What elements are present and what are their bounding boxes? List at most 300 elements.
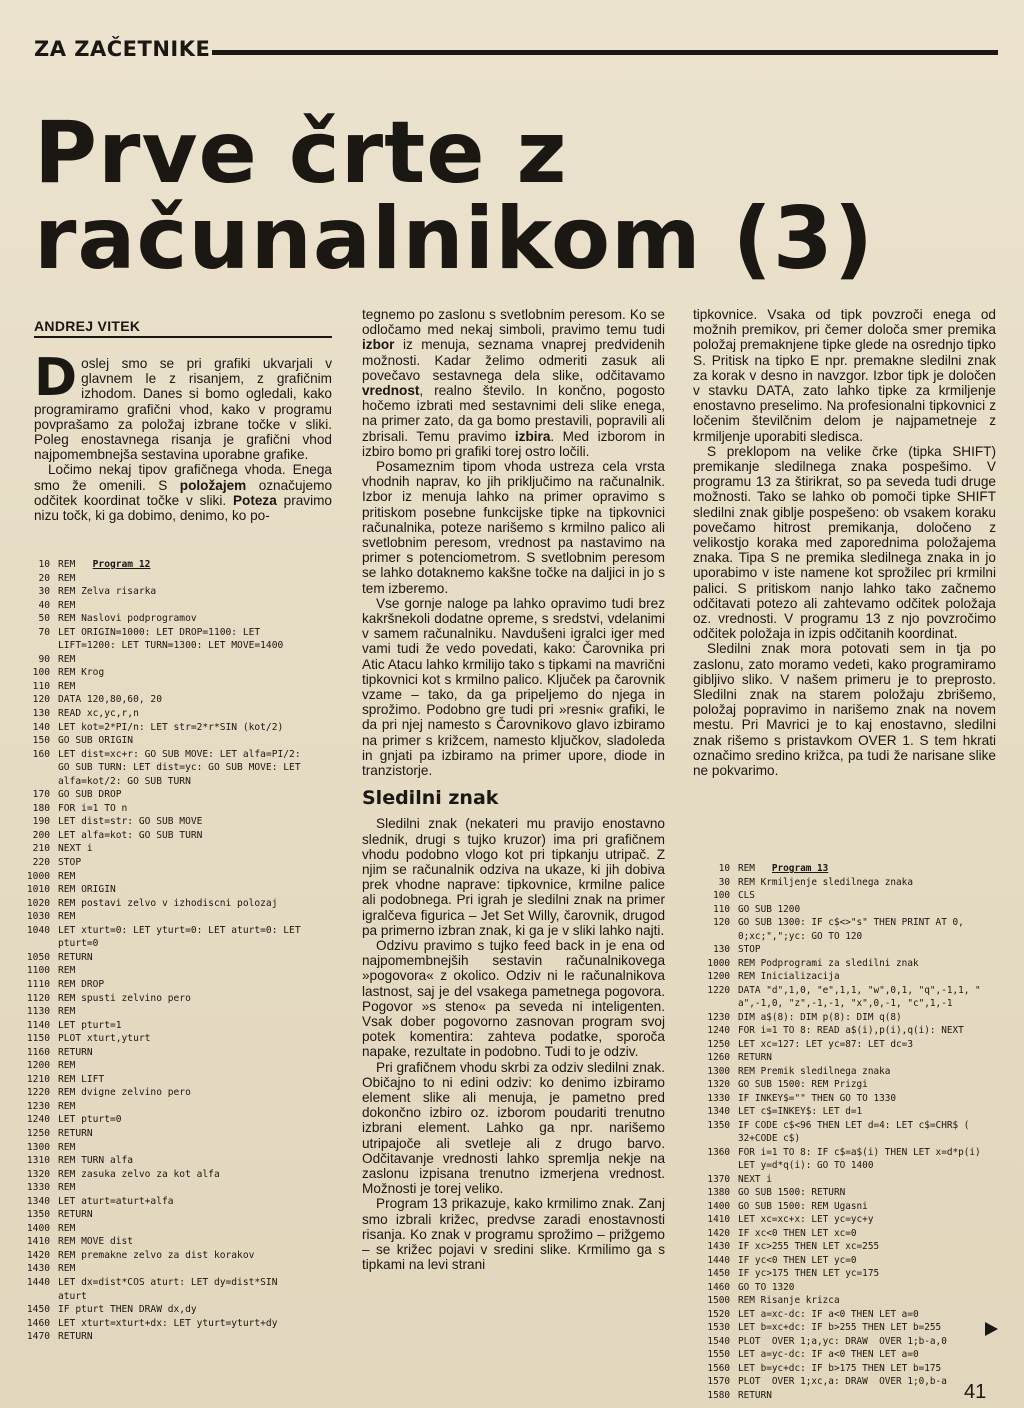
code-line <box>8 666 301 680</box>
line-number: 1150 <box>26 1033 50 1045</box>
code-text: PLOT xturt,yturt <box>58 1033 151 1045</box>
code-line <box>8 1168 301 1182</box>
code-line <box>8 1019 301 1033</box>
line-number: 1110 <box>26 978 50 990</box>
code-text: NEXT i <box>58 843 93 855</box>
program-label: Program 12 <box>92 559 151 570</box>
code-text: STOP <box>58 857 82 869</box>
code-text: RETURN <box>738 1052 772 1063</box>
paragraph: Vse gornje naloge pa lahko opravimo tudi brez kakršnekoli dodatne opreme, s sredstvi, vdelanimi v samem računalniku. Navdušeni igralci iger med vami tudi že vedo povedati, kako: Čarovnika pri Atic Atacu lahko krmilijo tako s tipkami na mavrični tipkovnici kot s krmilno palico. Ključek pa čarovnik vzame – tako, da ga pripeljemo do njega in sprožimo. Podobno gre tudi pri »resni« grafiki, le da pri njej namesto s Čarovnikovo glavo izbiramo na primer s križcem, namesto ključkov, sladoleda in gnjati pa izbiramo na primer upore, diode in tranzistorje. <box>362 595 665 779</box>
paragraph-text: tegnemo po zaslonu s svetlobnim peresom. Ko se odločamo med nekaj simboli, pravimo temu tudi <box>362 307 665 338</box>
paragraph <box>362 307 665 459</box>
code-text: REM <box>58 680 76 692</box>
code-line <box>8 1059 301 1073</box>
code-line <box>686 1389 981 1403</box>
code-line <box>686 1308 981 1322</box>
code-text: LET dx=dist*COS aturt: LET dy=dist*SIN <box>58 1276 278 1288</box>
code-line <box>8 734 301 748</box>
code-text: REM LIFT <box>58 1073 105 1085</box>
code-text: LET dist=xc+r: GO SUB MOVE: LET alfa=PI/2: <box>58 748 301 760</box>
code-text: REM <box>58 1141 76 1153</box>
line-number: 100 <box>713 890 730 901</box>
code-text: PLOT OVER 1;a,yc: DRAW OVER 1;b-a,0 <box>738 1335 947 1347</box>
code-line <box>686 1119 981 1133</box>
code-text: GO SUB 1500: REM Prizgi <box>738 1079 868 1090</box>
code-text: REM TURN alfa <box>58 1155 134 1167</box>
line-number: 1470 <box>26 1331 50 1343</box>
drop-cap: D <box>34 348 78 408</box>
code-text: LET alfa=kot: GO SUB TURN <box>58 829 203 841</box>
line-number: 1430 <box>26 1263 50 1275</box>
code-text: LIFT=1200: LET TURN=1300: LET MOVE=1400 <box>58 640 284 652</box>
line-number: 1420 <box>26 1249 50 1261</box>
code-text: LET a=yc-dc: IF a<0 THEN LET a=0 <box>738 1349 919 1360</box>
paragraph-text: . Med izborom in izbiro bomo pri grafiki torej ostro ločili. <box>362 428 665 459</box>
line-number: 1410 <box>707 1214 730 1225</box>
code-text: REM premakne zelvo za dist korakov <box>58 1249 255 1261</box>
paragraph-text: iz menuja, seznama vnaprej predvidenih možnosti. Kadar želimo odmeriti zasuk ali povečavo sestavnega dela slike, odčitavamo <box>362 337 665 383</box>
code-line <box>8 1195 301 1209</box>
code-text: READ xc,yc,r,n <box>58 708 139 720</box>
line-number: 50 <box>38 613 50 625</box>
code-text: LET xc=xc+x: LET yc=yc+y <box>738 1214 874 1225</box>
code-line <box>8 775 301 789</box>
code-line <box>686 1294 981 1308</box>
line-number: 1210 <box>26 1073 50 1085</box>
code-text: REM Krog <box>58 667 105 679</box>
term-bold: izbor <box>362 337 395 353</box>
code-line <box>686 984 981 998</box>
code-line <box>686 903 981 917</box>
code-text: REM <box>738 863 772 874</box>
line-number: 1200 <box>26 1060 50 1072</box>
code-line <box>686 943 981 957</box>
code-text: RETURN <box>738 1389 772 1401</box>
line-number: 1200 <box>707 971 730 982</box>
author-name: ANDREJ VITEK <box>34 318 141 334</box>
code-line <box>686 1159 981 1173</box>
code-line <box>8 653 301 667</box>
article-title <box>34 103 934 289</box>
code-text: REM Zelva risarka <box>58 586 157 598</box>
code-line <box>686 1281 981 1295</box>
line-number: 1440 <box>707 1254 730 1266</box>
code-text: REM <box>58 870 76 882</box>
line-number: 1230 <box>707 1011 730 1023</box>
line-number: 1220 <box>26 1087 50 1099</box>
line-number: 200 <box>32 829 50 841</box>
code-line <box>8 639 301 653</box>
code-line <box>686 1375 981 1389</box>
code-text: REM Podprogrami za sledilni znak <box>738 957 919 969</box>
code-line <box>686 862 981 876</box>
line-number: 1500 <box>707 1295 730 1306</box>
line-number: 1400 <box>26 1222 50 1234</box>
line-number: 1220 <box>707 984 730 996</box>
line-number: 1450 <box>26 1304 50 1316</box>
code-line <box>8 1303 301 1317</box>
code-text: DATA 120,80,60, 20 <box>58 694 162 706</box>
title-line-2: računalnikom (3) <box>34 189 875 289</box>
code-text: REM Premik sledilnega znaka <box>738 1065 891 1077</box>
code-line <box>8 721 301 735</box>
code-text: REM postavi zelvo v izhodiscni polozaj <box>58 897 278 909</box>
term-bold: položajem <box>179 477 247 493</box>
paragraph: Sledilni znak mora potovati sem in tja po zaslonu, zato moramo vedeti, kako programiramo gibljivo sliko. V našem primeru je to preprosto. Sledilni znak na starem položaju zbrišemo, položaj popravimo in narišemo znak na novem mestu. Pri Mavrici je to kaj enostavno, sledilni znak rišemo s pristavkom OVER 1. S tem hkrati označimo sredino križca, pa tudi že narisane slike ne pokvarimo. <box>693 641 996 779</box>
code-line <box>8 897 301 911</box>
code-line <box>686 970 981 984</box>
paragraph: Program 13 prikazuje, kako krmilimo znak. Zanj smo izbrali križec, predvse zaradi enostavnosti risanja. Ko znak v programu sprožimo – prižgemo – se križec pojavi v sredini slike. Krmilimo ga s tipkami na levi strani <box>362 1196 665 1273</box>
code-line <box>8 842 301 856</box>
code-line <box>8 612 301 626</box>
code-text: IF CODE c$<96 THEN LET d=4: LET c$=CHR$ ( <box>738 1119 970 1131</box>
code-text: FOR i=1 TO n <box>58 802 128 814</box>
line-number: 1400 <box>707 1200 730 1212</box>
line-number: 1040 <box>26 924 50 936</box>
code-line <box>686 1362 981 1376</box>
code-line <box>686 876 981 890</box>
code-text: LET dist=str: GO SUB MOVE <box>58 816 203 828</box>
line-number: 1240 <box>707 1025 730 1036</box>
code-line <box>8 707 301 721</box>
line-number: 100 <box>32 667 50 679</box>
line-number: 30 <box>718 876 730 888</box>
line-number: 1410 <box>26 1236 50 1248</box>
line-number: 1460 <box>707 1281 730 1293</box>
code-text: REM Risanje krizca <box>738 1295 840 1306</box>
code-line <box>8 1249 301 1263</box>
code-text: REM DROP <box>58 978 105 990</box>
paragraph <box>34 462 332 523</box>
line-number: 1560 <box>707 1362 730 1374</box>
code-text: LET pturt=0 <box>58 1114 122 1126</box>
code-line <box>686 1227 981 1241</box>
line-number: 110 <box>32 680 50 692</box>
line-number: 1540 <box>707 1335 730 1347</box>
code-text: DATA "d",1,0, "e",1,1, "w",0,1, "q",-1,1, " <box>738 984 981 996</box>
code-text: LET pturt=1 <box>58 1019 122 1031</box>
line-number: 1310 <box>26 1155 50 1167</box>
code-line <box>8 1330 301 1344</box>
line-number: 1240 <box>26 1114 50 1126</box>
line-number: 1020 <box>26 897 50 909</box>
title-line-1: Prve črte z <box>34 103 568 203</box>
program-label: Program 13 <box>771 863 829 874</box>
paragraph-text: oslej smo se pri grafiki ukvarjali v glavnem le z risanjem, z grafičnim izhodom. Danes si bomo ogledali, kako programiramo grafični vhod, kako v programu povprašamo za položaj izbrane točke v sliki. Poleg enostavnega risanja je grafični vhod najpomembnejša sestavina uporabne grafike. <box>34 356 332 463</box>
line-number: 130 <box>32 708 50 720</box>
code-text: LET b=yc+dc: IF b>175 THEN LET b=175 <box>738 1362 942 1374</box>
paragraph <box>34 348 332 463</box>
code-text: IF yc<0 THEN LET yc=0 <box>738 1254 857 1266</box>
code-line <box>8 1100 301 1114</box>
code-text: REM Krmiljenje sledilnega znaka <box>738 876 913 888</box>
line-number: 20 <box>38 572 50 584</box>
line-number: 1320 <box>707 1079 730 1090</box>
code-line <box>8 1262 301 1276</box>
code-text: STOP <box>738 944 761 955</box>
code-text: pturt=0 <box>58 938 99 950</box>
code-text: REM Naslovi podprogramov <box>58 613 197 625</box>
code-line <box>8 761 301 775</box>
line-number: 1350 <box>26 1209 50 1221</box>
code-line <box>8 1290 301 1304</box>
line-number: 130 <box>713 944 730 955</box>
code-text: aturt <box>58 1290 87 1302</box>
line-number: 1330 <box>707 1092 730 1104</box>
code-text: IF yc>175 THEN LET yc=175 <box>738 1268 880 1279</box>
line-number: 10 <box>38 559 50 570</box>
line-number: 1380 <box>707 1187 730 1198</box>
code-line <box>686 997 981 1011</box>
code-line <box>8 788 301 802</box>
code-line <box>686 957 981 971</box>
code-line <box>8 964 301 978</box>
continue-arrow-icon <box>985 1322 998 1336</box>
line-number: 150 <box>32 735 50 747</box>
line-number: 180 <box>32 802 50 814</box>
line-number: 120 <box>32 694 50 706</box>
paragraph-text: pravimo nizu točk, ki ga dobimo, denimo, ko po- <box>34 492 332 524</box>
code-line <box>8 1154 301 1168</box>
code-text: REM MOVE dist <box>58 1236 134 1248</box>
code-line <box>8 1073 301 1087</box>
paragraph: Pri grafičnem vhodu skrbi za odziv sledilni znak. Običajno to ni edini odziv: ko denimo izbiramo element slike ali menuja, je pametno pred dokončno izbiro oz. izborom poudariti trenutno izbrani element. Lahko ga npr. narišemo utripajoče ali svetleje ali z drugo barvo. Odčitavanje vrednosti lahko spremlja nekje na zaslonu izpisana trenutno izmerjena vrednost. Možnosti je torej veliko. <box>362 1059 665 1197</box>
code-line <box>8 1317 301 1331</box>
code-text: IF xc<0 THEN LET xc=0 <box>738 1227 857 1239</box>
program-13-listing <box>686 862 981 1402</box>
code-text: REM zasuka zelvo za kot alfa <box>58 1168 220 1180</box>
code-line <box>8 1235 301 1249</box>
line-number: 1260 <box>707 1052 730 1063</box>
code-line <box>8 1222 301 1236</box>
code-text: REM <box>58 1100 76 1112</box>
line-number: 160 <box>32 748 50 760</box>
term-bold: vrednost <box>362 383 420 399</box>
code-text: REM <box>58 1182 76 1194</box>
code-text: LET xc=127: LET yc=87: LET dc=3 <box>738 1038 913 1050</box>
code-text: FOR i=1 TO 8: IF c$=a$(i) THEN LET x=d*p(i) <box>738 1146 981 1158</box>
code-line <box>686 930 981 944</box>
code-text: GO SUB 1500: RETURN <box>738 1187 846 1198</box>
code-text: REM <box>58 653 76 665</box>
code-text: IF xc>255 THEN LET xc=255 <box>738 1241 880 1252</box>
line-number: 1330 <box>26 1182 50 1194</box>
paragraph-text: označujemo odčitek koordinat točke v sliki. <box>34 477 333 508</box>
code-line <box>8 1181 301 1195</box>
paragraph: Sledilni znak (nekateri mu pravijo enostavno slednik, drugi s tujko kruzor) ima pri grafičnem vhodu podobno vlogo kot pri tipkanju utripač. Z njim se računalnik odziva na ukaze, ki jih dobiva prek vhodne naprave: tipkovnice, krmilne palice ali podobnega. Pri igrah je sledilni znak na primer igralčeva figurica – Jet Set Willy, čarovnik, drugod pa primerno izbran znak, ki ga je v sliki lahko najti. <box>362 816 665 938</box>
code-line <box>8 978 301 992</box>
line-number: 110 <box>713 903 730 915</box>
code-text: GO SUB 1200 <box>738 903 801 915</box>
code-line <box>686 1051 981 1065</box>
author-rule <box>34 336 332 338</box>
code-line <box>686 889 981 903</box>
code-text: a",-1,0, "z",-1,-1, "x",0,-1, "c",1,-1 <box>738 998 953 1009</box>
code-line <box>686 1321 981 1335</box>
code-line <box>8 1276 301 1290</box>
code-text: IF INKEY$="" THEN GO TO 1330 <box>738 1092 897 1104</box>
code-text: GO SUB DROP <box>58 789 122 801</box>
code-line <box>8 1086 301 1100</box>
paragraph-text: , realno število. In končno, pogosto hočemo izbrati med sestavnimi deli slike enega, na primer zato, da ga bomo prestavili, popravili ali zbrisali. Temu pravimo <box>362 383 665 444</box>
code-text: REM <box>58 1060 76 1072</box>
term-bold: izbira <box>514 428 551 444</box>
code-line <box>8 829 301 843</box>
code-text: REM dvigne zelvino pero <box>58 1087 191 1099</box>
line-number: 220 <box>32 857 50 869</box>
code-line <box>8 910 301 924</box>
code-text: REM <box>58 1006 76 1018</box>
code-line <box>8 924 301 938</box>
line-number: 1450 <box>707 1268 730 1279</box>
line-number: 1100 <box>26 965 50 977</box>
code-line <box>686 1065 981 1079</box>
line-number: 1000 <box>707 957 730 969</box>
code-line <box>8 1208 301 1222</box>
section-tag: ZA ZAČETNIKE <box>34 37 211 61</box>
line-number: 1340 <box>26 1195 50 1207</box>
line-number: 210 <box>32 843 50 855</box>
line-number: 1350 <box>707 1119 730 1131</box>
line-number: 1050 <box>26 951 50 963</box>
line-number: 1010 <box>26 884 50 896</box>
code-text: GO SUB ORIGIN <box>58 735 134 747</box>
line-number: 1250 <box>26 1127 50 1139</box>
code-line <box>686 1173 981 1187</box>
code-line <box>686 1105 981 1119</box>
line-number: 1300 <box>707 1065 730 1077</box>
code-line <box>686 1200 981 1214</box>
paragraph: Odzivu pravimo s tujko feed back in je ena od najpomembnejših sestavin računalnikovega »pogovora« z okolico. Odziv ni le računalnikova lastnost, saj je del vsakega pametnega pogovora. Pogovor »s steno« pa seveda ni inteligenten. Vsak dober pogovorno zasnovan program svoj potek komentira: zahteva podatke, sporoča napake, rezultate in podobno. Tudi to je odziv. <box>362 937 665 1060</box>
page-number: 41 <box>964 1381 987 1403</box>
program-12-listing <box>8 558 301 1344</box>
code-text: GO SUB TURN: LET dist=yc: GO SUB MOVE: LET <box>58 762 301 774</box>
code-line <box>8 1032 301 1046</box>
line-number: 1550 <box>707 1349 730 1360</box>
line-number: 120 <box>713 917 730 928</box>
code-text: FOR i=1 TO 8: READ a$(i),p(i),q(i): NEXT <box>738 1025 964 1036</box>
code-line <box>686 1254 981 1268</box>
code-line <box>8 870 301 884</box>
code-line <box>8 558 301 572</box>
code-text: LET aturt=aturt+alfa <box>58 1195 174 1207</box>
line-number: 1370 <box>707 1173 730 1185</box>
term-bold: Poteza <box>232 492 277 508</box>
line-number: 1140 <box>26 1019 50 1031</box>
code-line <box>686 916 981 930</box>
code-line <box>686 1038 981 1052</box>
code-text: LET xturt=xturt+dx: LET yturt=yturt+dy <box>58 1317 278 1329</box>
code-text: REM spusti zelvino pero <box>58 992 191 1004</box>
line-number: 1340 <box>707 1106 730 1117</box>
code-line <box>686 1011 981 1025</box>
paragraph: S preklopom na velike črke (tipka SHIFT) premikanje sledilnega znaka pospešimo. V programu 13 za štirikrat, so pa seveda tudi druge možnosti. Tako se lahko ob pomoči tipke SHIFT sledilni znak giblje pospešeno: ob vsakem koraku povečamo hitrost premikanja, določeno z velikostjo koraka med zaporednima položajema znaka. Tipa S ne premika sledilnega znaka in jo uporabimo v iste namene kot sprožilec pri krmilni palici. S pritiskom nanjo lahko tako začnemo odčitavati potezo ali zahtevamo odčitek položaja oz. vrednosti. V programu 13 z njo povzročimo odčitek položaja in izpis odčitanih koordinat. <box>693 443 996 642</box>
code-line <box>686 1335 981 1349</box>
code-line <box>8 1113 301 1127</box>
line-number: 190 <box>32 816 50 828</box>
code-line <box>8 856 301 870</box>
text-column-3 <box>693 307 996 778</box>
code-text: REM <box>58 572 76 584</box>
code-line <box>686 1213 981 1227</box>
code-line <box>686 1267 981 1281</box>
line-number: 1360 <box>707 1146 730 1158</box>
code-line <box>8 951 301 965</box>
code-text: alfa=kot/2: GO SUB TURN <box>58 775 191 787</box>
code-text: REM <box>58 559 93 570</box>
line-number: 70 <box>38 626 50 638</box>
line-number: 1580 <box>707 1389 730 1401</box>
code-text: RETURN <box>58 1209 93 1221</box>
code-line <box>8 992 301 1006</box>
code-line <box>686 1132 981 1146</box>
code-text: REM Inicializacija <box>738 971 840 982</box>
code-line <box>8 1127 301 1141</box>
code-line <box>8 748 301 762</box>
code-line <box>8 585 301 599</box>
line-number: 1120 <box>26 992 50 1004</box>
code-text: GO TO 1320 <box>738 1281 795 1293</box>
line-number: 1320 <box>26 1168 50 1180</box>
code-line <box>8 1005 301 1019</box>
code-text: DIM a$(8): DIM p(8): DIM q(8) <box>738 1011 902 1023</box>
text-column-2 <box>362 307 665 1272</box>
code-text: RETURN <box>58 1046 93 1058</box>
code-text: REM <box>58 1222 76 1234</box>
line-number: 1030 <box>26 911 50 923</box>
code-line <box>8 937 301 951</box>
paragraph: Posameznim tipom vhoda ustreza cela vrsta vhodnih naprav, ko jih priključimo na računalnik. Izbor iz menuja lahko na primer opravimo s pritiskom posebne funkcijske tipke na tipkovnici računalnika, poteze narišemo s krmilno palico ali svetlobnim peresom, vrednost pa nastavimo na primer s potenciometrom. S svetlobnim peresom se lahko dotaknemo kakšne točke na daljici in jo s tem izberemo. <box>362 459 665 596</box>
line-number: 1230 <box>26 1100 50 1112</box>
code-line <box>8 1046 301 1060</box>
line-number: 40 <box>38 599 50 611</box>
code-line <box>686 1024 981 1038</box>
code-text: 0;xc;",";yc: GO TO 120 <box>738 930 863 942</box>
code-text: RETURN <box>58 1331 93 1343</box>
line-number: 1130 <box>26 1006 50 1018</box>
line-number: 1460 <box>26 1317 50 1329</box>
line-number: 140 <box>32 721 50 733</box>
code-line <box>8 626 301 640</box>
code-line <box>686 1092 981 1106</box>
paragraph-text: Ločimo nekaj tipov grafičnega vhoda. Enega smo že omenili. S <box>34 462 332 493</box>
line-number: 1440 <box>26 1276 50 1288</box>
paragraph: tipkovnice. Vsaka od tipk povzroči enega od možnih premikov, pri čemer določa smer premika položaj premaknjene tipke glede na osrednjo tipko S. Pritisk na tipko E npr. premakne sledilni znak za korak v desno in navzgor. Izbor tipk je določen v stavku DATA, zato lahko tipke za krmiljenje enostavno preselimo. Na profesionalni tipkovnici z ločenim številčnim delom je najpametneje z krmiljenje uporabiti sledisca. <box>693 307 996 444</box>
code-line <box>8 815 301 829</box>
code-text: LET xturt=0: LET yturt=0: LET aturt=0: LET <box>58 924 301 936</box>
line-number: 1430 <box>707 1241 730 1252</box>
code-text: LET b=xc+dc: IF b>255 THEN LET b=255 <box>738 1322 942 1333</box>
line-number: 1160 <box>26 1046 50 1058</box>
code-line <box>8 572 301 586</box>
code-line <box>8 883 301 897</box>
code-text: REM ORIGIN <box>58 884 116 896</box>
line-number: 1520 <box>707 1308 730 1320</box>
line-number: 170 <box>32 789 50 801</box>
code-text: IF pturt THEN DRAW dx,dy <box>58 1304 197 1316</box>
code-text: LET c$=INKEY$: LET d=1 <box>738 1106 863 1117</box>
code-line <box>686 1240 981 1254</box>
code-line <box>8 680 301 694</box>
code-text: LET a=xc-dc: IF a<0 THEN LET a=0 <box>738 1308 919 1320</box>
line-number: 1300 <box>26 1141 50 1153</box>
code-line <box>8 693 301 707</box>
code-text: LET kot=2*PI/n: LET str=2*r*SIN (kot/2) <box>58 721 284 733</box>
code-text: LET y=d*q(i): GO TO 1400 <box>738 1160 874 1171</box>
code-text: REM <box>58 1263 76 1275</box>
code-text: REM <box>58 599 76 611</box>
code-text: GO SUB 1300: IF c$<>"s" THEN PRINT AT 0, <box>738 917 964 928</box>
